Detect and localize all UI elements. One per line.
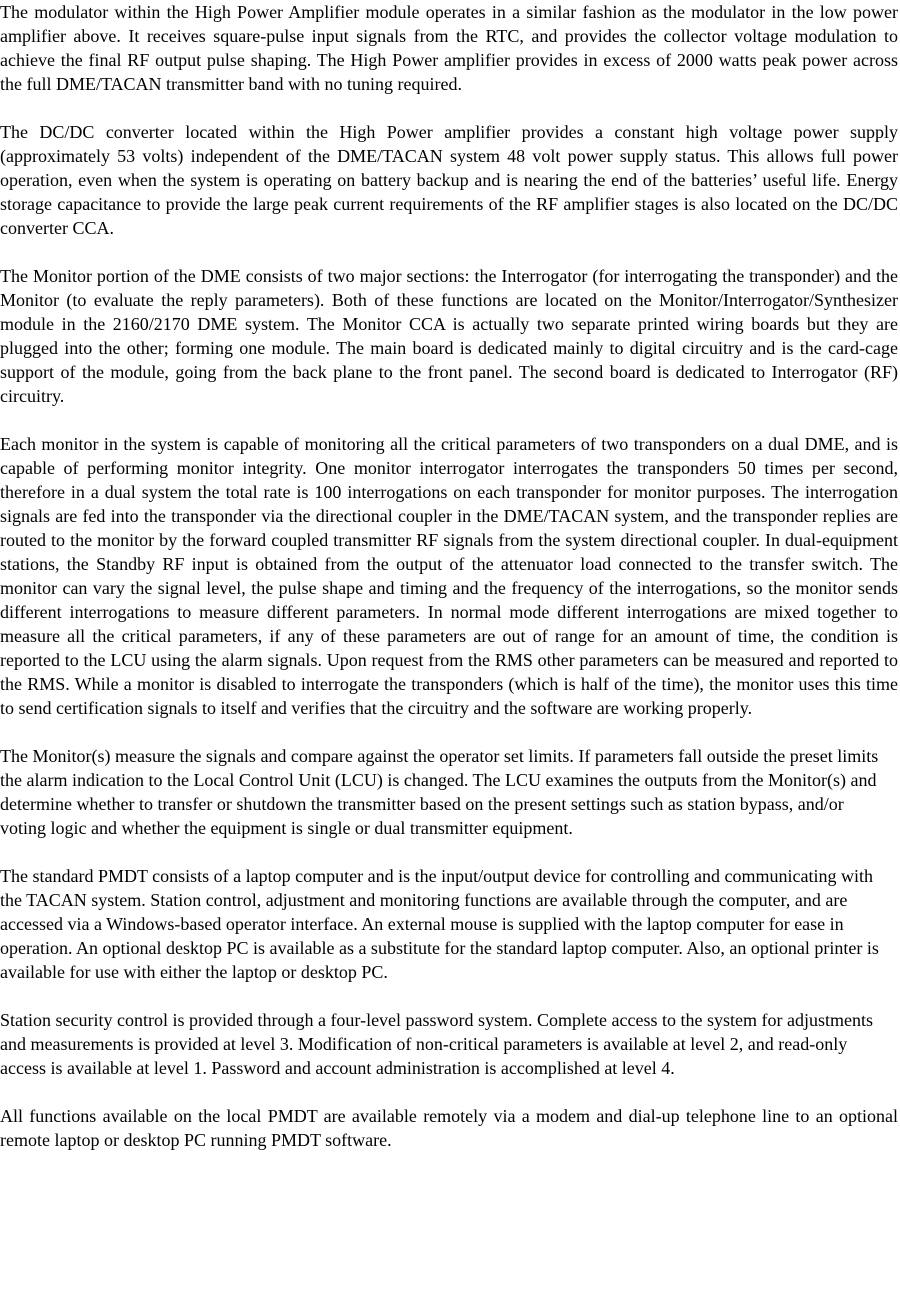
paragraph-monitor-limits: The Monitor(s) measure the signals and compare against the operator set limits. If parameters fall outside the preset limits the alarm indication to the Local Control Unit (LCU) is changed. The LCU examines the outputs from the Monitor(s) and determine whether to transfer or shutdown the transmitter based on the present settings such as station bypass, and/or voting logic and whether the equipment is single or dual transmitter equipment. (0, 746, 879, 838)
paragraph-high-power-modulator: The modulator within the High Power Amplifier module operates in a similar fashion as the modulator in the low power amplifier above. It receives square-pulse input signals from the RTC, and provides the collector voltage modulation to achieve the final RF output pulse shaping. The High Power amplifier provides in excess of 2000 watts peak power across the full DME/TACAN transmitter band with no tuning required. (0, 2, 898, 94)
paragraph-standard-pmdt: The standard PMDT consists of a laptop computer and is the input/output device for controlling and communicating with the TACAN system. Station control, adjustment and monitoring functions are available through the computer, and are accessed via a Windows-based operator interface. An external mouse is supplied with the laptop computer for ease in operation. An optional desktop PC is available as a substitute for the standard laptop computer. Also, an optional printer is available for use with either the laptop or desktop PC. (0, 866, 879, 982)
paragraph-monitor-capabilities: Each monitor in the system is capable of monitoring all the critical parameters of two transponders on a dual DME, and is capable of performing monitor integrity. One monitor interrogator interrogates the transponders 50 times per second, therefore in a dual system the total rate is 100 interrogations on each transponder for monitor purposes. The interrogation signals are fed into the transponder via the directional coupler in the DME/TACAN system, and the transponder replies are routed to the monitor by the forward coupled transmitter RF signals from the system directional coupler. In dual-equipment stations, the Standby RF input is obtained from the output of the attenuator load connected to the transfer switch. The monitor can vary the signal level, the pulse shape and timing and the frequency of the interrogations, so the monitor sends different interrogations to measure different parameters. In normal mode different interrogations are mixed together to measure all the critical parameters, if any of these parameters are out of range for an amount of time, the condition is reported to the LCU using the alarm signals. Upon request from the RMS other parameters can be measured and reported to the RMS. While a monitor is disabled to interrogate the transponders (which is half of the time), the monitor uses this time to send certification signals to itself and verifies that the circuitry and the software are working properly. (0, 434, 898, 718)
paragraph-station-security: Station security control is provided through a four-level password system. Complete access to the system for adjustments and measurements is provided at level 3. Modification of non-critical parameters is available at level 2, and read-only access is available at level 1. Password and account administration is accomplished at level 4. (0, 1010, 873, 1078)
paragraph-dc-dc-converter: The DC/DC converter located within the High Power amplifier provides a constant high voltage power supply (approximately 53 volts) independent of the DME/TACAN system 48 volt power supply status. This allows full power operation, even when the system is operating on battery backup and is nearing the end of the batteries’ useful life. Energy storage capacitance to provide the large peak current requirements of the RF amplifier stages is also located on the DC/DC converter CCA. (0, 122, 898, 238)
paragraph-remote-access: All functions available on the local PMDT are available remotely via a modem and dial-up telephone line to an optional remote laptop or desktop PC running PMDT software. (0, 1106, 898, 1150)
paragraph-monitor-portion: The Monitor portion of the DME consists of two major sections: the Interrogator (for interrogating the transponder) and the Monitor (to evaluate the reply parameters). Both of these functions are located on the Monitor/Interrogator/Synthesizer module in the 2160/2170 DME system. The Monitor CCA is actually two separate printed wiring boards but they are plugged into the other; forming one module. The main board is dedicated mainly to digital circuitry and is the card-cage support of the module, going from the back plane to the front panel. The second board is dedicated to Interrogator (RF) circuitry. (0, 266, 898, 406)
